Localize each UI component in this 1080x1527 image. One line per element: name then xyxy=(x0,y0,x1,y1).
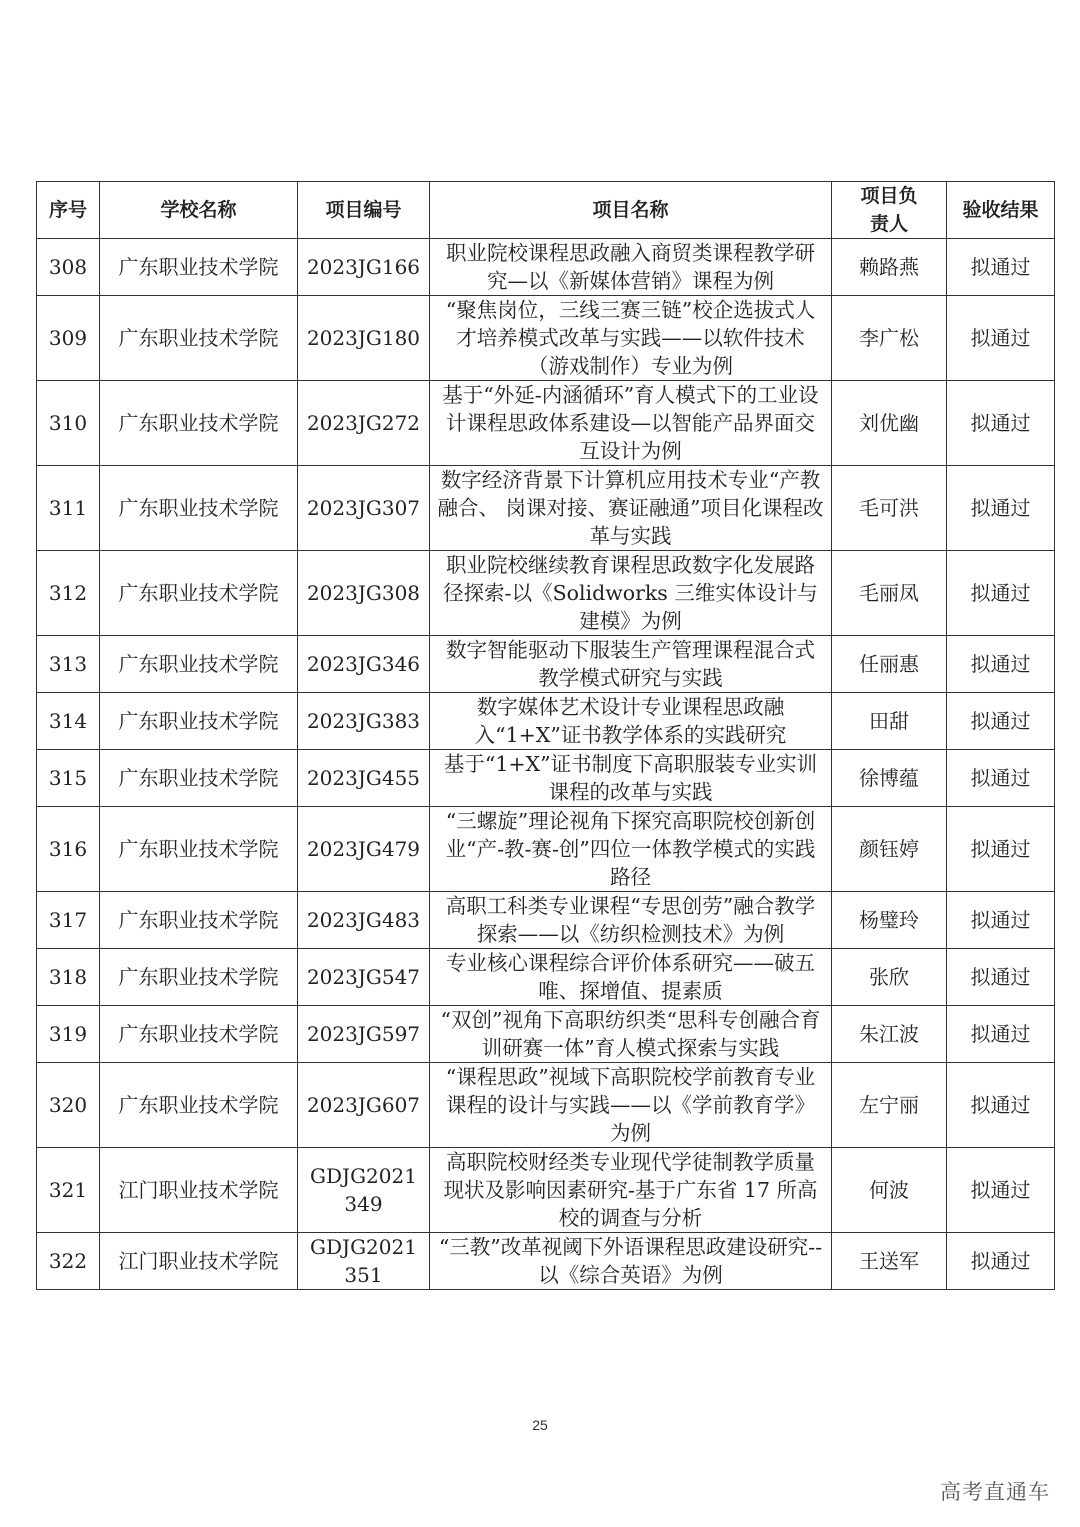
cell-code: 2023JG383 xyxy=(298,693,430,750)
cell-result: 拟通过 xyxy=(947,239,1055,296)
cell-title: “三教”改革视阈下外语课程思政建设研究--以《综合英语》为例 xyxy=(430,1233,832,1290)
cell-code: GDJG2021349 xyxy=(298,1148,430,1233)
cell-code: 2023JG180 xyxy=(298,296,430,381)
cell-leader: 刘优幽 xyxy=(832,381,947,466)
cell-no: 321 xyxy=(37,1148,100,1233)
cell-code: 2023JG455 xyxy=(298,750,430,807)
cell-school: 广东职业技术学院 xyxy=(100,1063,298,1148)
cell-school: 广东职业技术学院 xyxy=(100,551,298,636)
cell-leader: 杨璧玲 xyxy=(832,892,947,949)
cell-title: 数字经济背景下计算机应用技术专业“产教融合、 岗课对接、赛证融通”项目化课程改革与实践 xyxy=(430,466,832,551)
table-row xyxy=(37,466,1055,551)
cell-code: 2023JG483 xyxy=(298,892,430,949)
header-title: 项目名称 xyxy=(430,182,832,239)
cell-school: 江门职业技术学院 xyxy=(100,1233,298,1290)
cell-school: 广东职业技术学院 xyxy=(100,466,298,551)
cell-title: 职业院校继续教育课程思政数字化发展路径探索-以《Solidworks 三维实体设计与建模》为例 xyxy=(430,551,832,636)
cell-no: 312 xyxy=(37,551,100,636)
cell-result: 拟通过 xyxy=(947,636,1055,693)
cell-no: 317 xyxy=(37,892,100,949)
cell-leader: 徐博蕴 xyxy=(832,750,947,807)
cell-code: 2023JG547 xyxy=(298,949,430,1006)
cell-leader: 朱江波 xyxy=(832,1006,947,1063)
table-row xyxy=(37,239,1055,296)
table-header-row xyxy=(37,182,1055,239)
cell-no: 309 xyxy=(37,296,100,381)
cell-code: 2023JG272 xyxy=(298,381,430,466)
cell-no: 311 xyxy=(37,466,100,551)
cell-title: 高职院校财经类专业现代学徒制教学质量现状及影响因素研究-基于广东省 17 所高校的调查与分析 xyxy=(430,1148,832,1233)
header-code: 项目编号 xyxy=(298,182,430,239)
cell-title: “聚焦岗位，三线三赛三链”校企选拔式人才培养模式改革与实践——以软件技术（游戏制作）专业为例 xyxy=(430,296,832,381)
cell-result: 拟通过 xyxy=(947,807,1055,892)
table-row xyxy=(37,296,1055,381)
cell-school: 广东职业技术学院 xyxy=(100,693,298,750)
table-row xyxy=(37,1063,1055,1148)
cell-leader: 毛可洪 xyxy=(832,466,947,551)
cell-leader: 田甜 xyxy=(832,693,947,750)
cell-result: 拟通过 xyxy=(947,949,1055,1006)
cell-result: 拟通过 xyxy=(947,1233,1055,1290)
table-row xyxy=(37,892,1055,949)
cell-no: 315 xyxy=(37,750,100,807)
cell-result: 拟通过 xyxy=(947,466,1055,551)
cell-result: 拟通过 xyxy=(947,1148,1055,1233)
header-leader: 项目负责人 xyxy=(832,182,947,239)
table-row xyxy=(37,551,1055,636)
cell-school: 广东职业技术学院 xyxy=(100,636,298,693)
cell-code: 2023JG307 xyxy=(298,466,430,551)
cell-school: 广东职业技术学院 xyxy=(100,381,298,466)
cell-leader: 任丽惠 xyxy=(832,636,947,693)
cell-leader: 李广松 xyxy=(832,296,947,381)
cell-result: 拟通过 xyxy=(947,1063,1055,1148)
cell-no: 316 xyxy=(37,807,100,892)
cell-school: 广东职业技术学院 xyxy=(100,892,298,949)
cell-title: 高职工科类专业课程“专思创劳”融合教学探索——以《纺织检测技术》为例 xyxy=(430,892,832,949)
cell-result: 拟通过 xyxy=(947,551,1055,636)
cell-title: 数字智能驱动下服装生产管理课程混合式教学模式研究与实践 xyxy=(430,636,832,693)
cell-code: 2023JG479 xyxy=(298,807,430,892)
cell-school: 广东职业技术学院 xyxy=(100,296,298,381)
table-row xyxy=(37,693,1055,750)
cell-code: GDJG2021351 xyxy=(298,1233,430,1290)
page-number: 25 xyxy=(532,1417,548,1433)
cell-result: 拟通过 xyxy=(947,892,1055,949)
table-row xyxy=(37,807,1055,892)
table-row xyxy=(37,949,1055,1006)
cell-no: 322 xyxy=(37,1233,100,1290)
acceptance-results-table xyxy=(36,181,1055,1290)
cell-code: 2023JG607 xyxy=(298,1063,430,1148)
cell-leader: 赖路燕 xyxy=(832,239,947,296)
cell-result: 拟通过 xyxy=(947,750,1055,807)
cell-result: 拟通过 xyxy=(947,1006,1055,1063)
cell-no: 310 xyxy=(37,381,100,466)
cell-title: “双创”视角下高职纺织类“思科专创融合育训研赛一体”育人模式探索与实践 xyxy=(430,1006,832,1063)
header-school: 学校名称 xyxy=(100,182,298,239)
cell-leader: 毛丽凤 xyxy=(832,551,947,636)
cell-title: 专业核心课程综合评价体系研究——破五唯、探增值、提素质 xyxy=(430,949,832,1006)
table-row xyxy=(37,750,1055,807)
cell-title: 基于“外延-内涵循环”育人模式下的工业设计课程思政体系建设—以智能产品界面交互设计为例 xyxy=(430,381,832,466)
cell-leader: 王送军 xyxy=(832,1233,947,1290)
cell-no: 319 xyxy=(37,1006,100,1063)
table-row xyxy=(37,381,1055,466)
cell-school: 江门职业技术学院 xyxy=(100,1148,298,1233)
cell-title: “课程思政”视域下高职院校学前教育专业课程的设计与实践——以《学前教育学》为例 xyxy=(430,1063,832,1148)
cell-code: 2023JG166 xyxy=(298,239,430,296)
cell-code: 2023JG597 xyxy=(298,1006,430,1063)
cell-no: 313 xyxy=(37,636,100,693)
cell-school: 广东职业技术学院 xyxy=(100,239,298,296)
header-no: 序号 xyxy=(37,182,100,239)
table-row xyxy=(37,636,1055,693)
cell-title: 数字媒体艺术设计专业课程思政融入“1+X”证书教学体系的实践研究 xyxy=(430,693,832,750)
cell-school: 广东职业技术学院 xyxy=(100,807,298,892)
cell-code: 2023JG308 xyxy=(298,551,430,636)
table-row xyxy=(37,1006,1055,1063)
table-row xyxy=(37,1148,1055,1233)
watermark: 高考直通车 xyxy=(940,1481,1050,1504)
table-row xyxy=(37,1233,1055,1290)
header-result: 验收结果 xyxy=(947,182,1055,239)
cell-result: 拟通过 xyxy=(947,381,1055,466)
cell-no: 314 xyxy=(37,693,100,750)
cell-title: 基于“1+X”证书制度下高职服装专业实训课程的改革与实践 xyxy=(430,750,832,807)
cell-leader: 左宁丽 xyxy=(832,1063,947,1148)
cell-no: 318 xyxy=(37,949,100,1006)
cell-result: 拟通过 xyxy=(947,693,1055,750)
cell-leader: 何波 xyxy=(832,1148,947,1233)
cell-title: “三螺旋”理论视角下探究高职院校创新创业“产-教-赛-创”四位一体教学模式的实践路径 xyxy=(430,807,832,892)
cell-no: 320 xyxy=(37,1063,100,1148)
cell-no: 308 xyxy=(37,239,100,296)
cell-title: 职业院校课程思政融入商贸类课程教学研究—以《新媒体营销》课程为例 xyxy=(430,239,832,296)
cell-leader: 颜钰婷 xyxy=(832,807,947,892)
cell-result: 拟通过 xyxy=(947,296,1055,381)
cell-leader: 张欣 xyxy=(832,949,947,1006)
cell-code: 2023JG346 xyxy=(298,636,430,693)
cell-school: 广东职业技术学院 xyxy=(100,750,298,807)
cell-school: 广东职业技术学院 xyxy=(100,1006,298,1063)
cell-school: 广东职业技术学院 xyxy=(100,949,298,1006)
